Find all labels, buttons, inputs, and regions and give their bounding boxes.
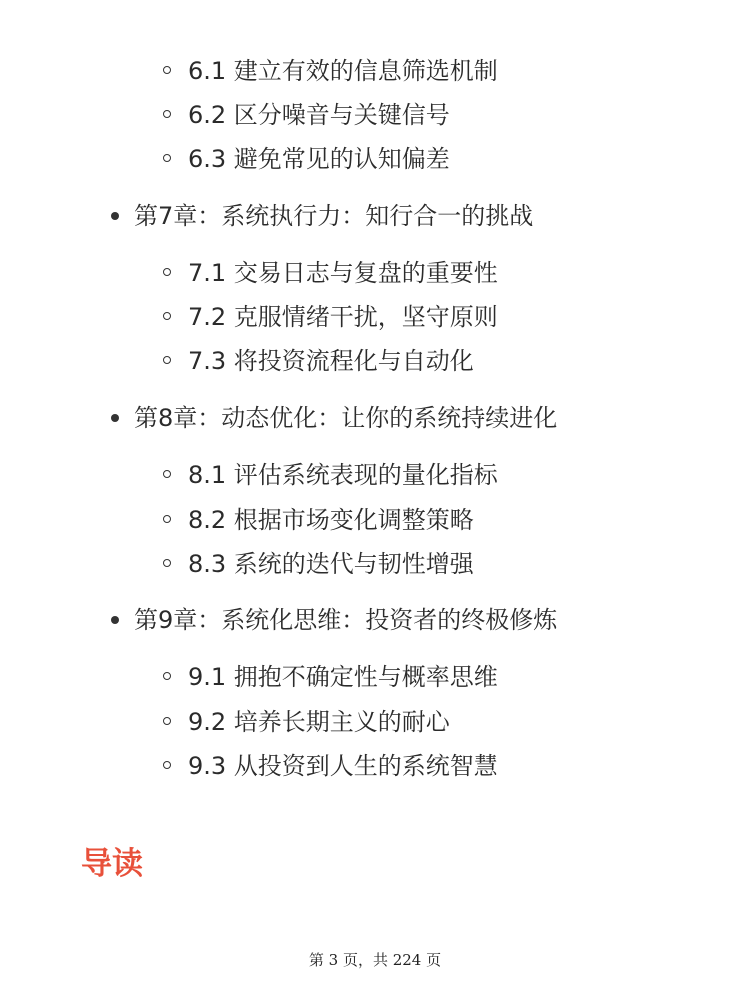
hollow-bullet-icon <box>163 356 171 364</box>
toc-entry-text: 8.2 根据市场变化调整策略 <box>188 506 474 534</box>
hollow-bullet-icon <box>163 672 171 680</box>
toc-entry-text: 第7章：系统执行力：知行合一的挑战 <box>134 202 534 230</box>
hollow-bullet-icon <box>163 515 171 523</box>
solid-bullet-icon <box>111 616 119 624</box>
toc-entry-text: 第9章：系统化思维：投资者的终极修炼 <box>134 606 558 634</box>
hollow-bullet-icon <box>163 559 171 567</box>
toc-subsection-8-3 <box>188 549 474 579</box>
toc-chapter-8 <box>134 403 557 433</box>
solid-bullet-icon <box>111 212 119 220</box>
toc-subsection-8-2 <box>188 505 474 535</box>
toc-entry-text: 6.2 区分噪音与关键信号 <box>188 101 450 129</box>
hollow-bullet-icon <box>163 470 171 478</box>
toc-entry-text: 9.2 培养长期主义的耐心 <box>188 708 450 736</box>
page-number-footer: 第 3 页，共 224 页 <box>308 951 442 969</box>
hollow-bullet-icon <box>163 761 171 769</box>
hollow-bullet-icon <box>163 66 171 74</box>
toc-chapter-7 <box>134 201 533 231</box>
toc-subsection-9-2 <box>188 707 450 737</box>
hollow-bullet-icon <box>163 154 171 162</box>
toc-entry-text: 第8章：动态优化：让你的系统持续进化 <box>134 404 558 432</box>
toc-entry-text: 7.3 将投资流程化与自动化 <box>188 347 474 375</box>
toc-entry-text: 8.1 评估系统表现的量化指标 <box>188 461 498 489</box>
solid-bullet-icon <box>111 414 119 422</box>
toc-entry-text: 9.3 从投资到人生的系统智慧 <box>188 752 498 780</box>
hollow-bullet-icon <box>163 110 171 118</box>
toc-subsection-6-3 <box>188 144 450 174</box>
toc-entry-text: 9.1 拥抱不确定性与概率思维 <box>188 663 498 691</box>
toc-subsection-6-2 <box>188 100 450 130</box>
hollow-bullet-icon <box>163 312 171 320</box>
toc-subsection-7-3 <box>188 346 474 376</box>
toc-subsection-9-3 <box>188 751 498 781</box>
hollow-bullet-icon <box>163 268 171 276</box>
hollow-bullet-icon <box>163 717 171 725</box>
toc-entry-text: 7.1 交易日志与复盘的重要性 <box>188 259 498 287</box>
section-heading-guide: 导读 <box>81 845 143 882</box>
toc-entry-text: 6.1 建立有效的信息筛选机制 <box>188 57 498 85</box>
toc-entry-text: 8.3 系统的迭代与韧性增强 <box>188 550 474 578</box>
toc-subsection-9-1 <box>188 662 498 692</box>
toc-subsection-7-2 <box>188 302 498 332</box>
toc-subsection-6-1 <box>188 56 498 86</box>
toc-entry-text: 6.3 避免常见的认知偏差 <box>188 145 450 173</box>
toc-entry-text: 7.2 克服情绪干扰，坚守原则 <box>188 303 498 331</box>
toc-chapter-9 <box>134 605 557 635</box>
toc-subsection-8-1 <box>188 460 498 490</box>
toc-subsection-7-1 <box>188 258 498 288</box>
